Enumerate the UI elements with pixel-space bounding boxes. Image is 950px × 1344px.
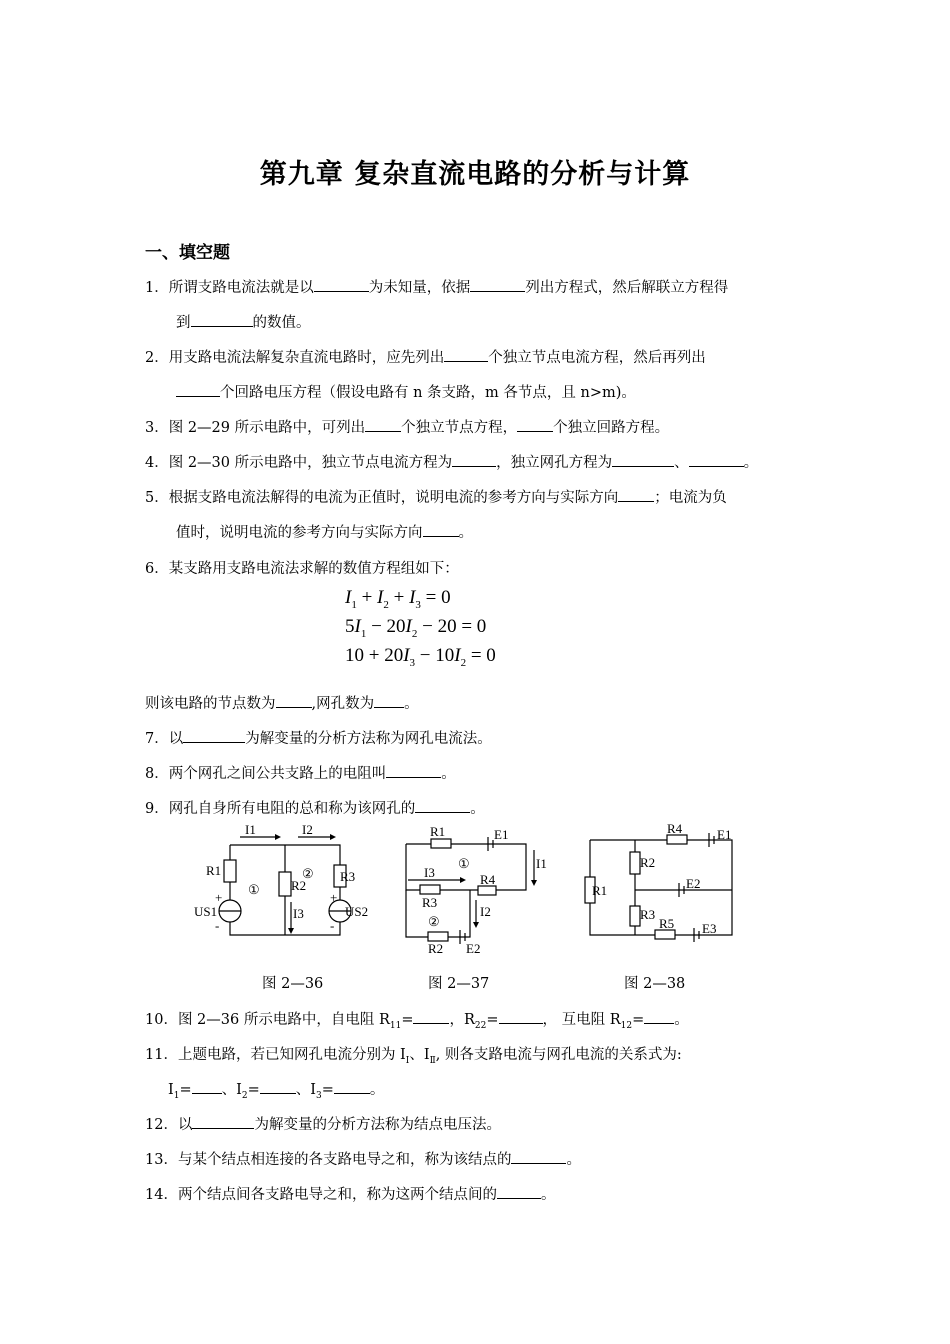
- answer-blank[interactable]: [192, 1079, 222, 1094]
- question-10: 10．图 2—36 所示电路中，自电阻 $R_{11}=$ ，$R_{22}=$ ， 互电阻 $R_{12}=$ 。: [145, 1008, 689, 1031]
- answer-blank[interactable]: [444, 347, 488, 362]
- fig38-label-e3: E3: [702, 921, 717, 936]
- question-7: 7．以 为解变量的分析方法称为网孔电流法。: [145, 727, 492, 748]
- fig37-label-i3: I3: [424, 865, 435, 880]
- question-2: 2．用支路电流法解复杂直流电路时，应先列出 个独立节点电流方程，然后再列出: [145, 346, 706, 367]
- fig38-label-r5: R5: [659, 916, 675, 931]
- fig36-mesh-1: ①: [248, 882, 260, 897]
- fig37-label-i2: I2: [480, 904, 491, 919]
- figure-caption-2-36: 图 2—36: [262, 976, 324, 992]
- fig36-plus-sign: +: [330, 890, 338, 905]
- equation-3: $10 + 20I_3 - 10I_2 = 0$: [345, 645, 496, 669]
- question-2-cont: 个回路电压方程（假设电路有 n 条支路，m 各节点，且 n>m)。: [176, 381, 636, 402]
- answer-blank[interactable]: [497, 1184, 541, 1199]
- fig37-label-r3: R3: [422, 895, 438, 910]
- question-13: 13．与某个结点相连接的各支路电导之和，称为该结点的 。: [145, 1148, 581, 1169]
- fig37-mesh-1: ①: [458, 856, 470, 871]
- answer-blank[interactable]: [183, 728, 245, 743]
- answer-blank[interactable]: [176, 382, 220, 397]
- answer-blank[interactable]: [423, 522, 459, 537]
- circuit-figure-2-36: [190, 820, 385, 945]
- answer-blank[interactable]: [334, 1079, 370, 1094]
- answer-blank[interactable]: [618, 487, 654, 502]
- answer-blank[interactable]: [191, 312, 253, 327]
- fig38-label-e1: E1: [717, 827, 732, 842]
- answer-blank[interactable]: [192, 1114, 254, 1129]
- figure-caption-2-37: 图 2—37: [428, 976, 490, 992]
- question-6: 6．某支路用支路电流法求解的数值方程组如下：: [145, 561, 459, 577]
- question-1-cont: 到 的数值。: [176, 311, 311, 332]
- fig37-label-i1: I1: [536, 856, 547, 871]
- answer-blank[interactable]: [612, 452, 674, 467]
- fig36-label-i1: I1: [245, 822, 256, 837]
- answer-blank[interactable]: [260, 1079, 296, 1094]
- equation-2: $5I_1 - 20I_2 - 20 = 0$: [345, 616, 487, 640]
- fig37-label-e2: E2: [466, 941, 481, 956]
- fig38-label-r4: R4: [667, 822, 683, 836]
- fig37-label-r2: R2: [428, 941, 444, 956]
- answer-blank[interactable]: [499, 1009, 543, 1024]
- fig38-label-r3: R3: [640, 907, 656, 922]
- answer-blank[interactable]: [517, 417, 553, 432]
- fig36-label-r1: R1: [206, 863, 222, 878]
- question-11: 11．上题电路，若已知网孔电流分别为 $I_Ⅰ$、$I_Ⅱ$, 则各支路电流与网孔电流的关系式为:: [145, 1047, 682, 1066]
- fig36-minus-sign: -: [330, 918, 335, 933]
- fig36-label-us2: US2: [345, 904, 369, 919]
- fig36-mesh-2: ②: [302, 866, 314, 881]
- answer-blank[interactable]: [415, 798, 470, 813]
- question-8: 8．两个网孔之间公共支路上的电阻叫 。: [145, 762, 456, 783]
- question-4: 4．图 2—30 所示电路中，独立节点电流方程为 ，独立网孔方程为 、 。: [145, 451, 758, 472]
- question-14: 14．两个结点间各支路电导之和，称为这两个结点间的 。: [145, 1183, 555, 1204]
- answer-blank[interactable]: [644, 1009, 674, 1024]
- fig37-mesh-2: ②: [428, 914, 440, 929]
- fig38-label-e2: E2: [686, 876, 701, 891]
- fig36-label-us1: US1: [194, 904, 218, 919]
- fig36-label-r3: R3: [340, 869, 356, 884]
- fig36-label-i3: I3: [293, 906, 304, 921]
- section-heading: 一、填空题: [145, 243, 230, 263]
- answer-blank[interactable]: [374, 693, 404, 708]
- fig37-label-r1: R1: [430, 824, 446, 839]
- circuit-figure-2-37: [398, 822, 558, 957]
- answer-blank[interactable]: [314, 277, 369, 292]
- question-6-cont: 则该电路的节点数为 ,网孔数为 。: [145, 692, 419, 713]
- fig36-label-i2: I2: [302, 822, 313, 837]
- equation-1: $I_1 + I_2 + I_3 = 0$: [345, 587, 451, 611]
- question-9: 9．网孔自身所有电阻的总和称为该网孔的 。: [145, 797, 485, 818]
- answer-blank[interactable]: [689, 452, 744, 467]
- answer-blank[interactable]: [386, 763, 441, 778]
- fig37-label-r4: R4: [480, 872, 496, 887]
- question-5-cont: 值时，说明电流的参考方向与实际方向 。: [176, 521, 473, 542]
- answer-blank[interactable]: [452, 452, 496, 467]
- answer-blank[interactable]: [470, 277, 525, 292]
- figure-caption-2-38: 图 2—38: [624, 976, 686, 992]
- circuit-figure-2-38: [582, 822, 742, 947]
- fig36-label-r2: R2: [291, 878, 307, 893]
- page-title: 第九章 复杂直流电路的分析与计算: [259, 159, 691, 190]
- question-1: 1．所谓支路电流法就是以 为未知量，依据 列出方程式，然后解联立方程得: [145, 276, 728, 297]
- answer-blank[interactable]: [413, 1009, 449, 1024]
- answer-blank[interactable]: [365, 417, 401, 432]
- question-3: 3．图 2—29 所示电路中，可列出 个独立节点方程， 个独立回路方程。: [145, 416, 669, 437]
- fig38-label-r2: R2: [640, 855, 656, 870]
- fig36-minus-sign: -: [215, 918, 220, 933]
- question-5: 5．根据支路电流法解得的电流为正值时，说明电流的参考方向与实际方向 ；电流为负: [145, 486, 727, 507]
- question-12: 12．以 为解变量的分析方法称为结点电压法。: [145, 1113, 501, 1134]
- fig37-label-e1: E1: [494, 827, 509, 842]
- fig38-label-r1: R1: [592, 883, 608, 898]
- fig36-plus-sign: +: [215, 890, 223, 905]
- answer-blank[interactable]: [511, 1149, 566, 1164]
- answer-blank[interactable]: [276, 693, 312, 708]
- question-11-cont: $I_1=$ 、$I_2=$ 、$I_3=$ 。: [168, 1078, 384, 1101]
